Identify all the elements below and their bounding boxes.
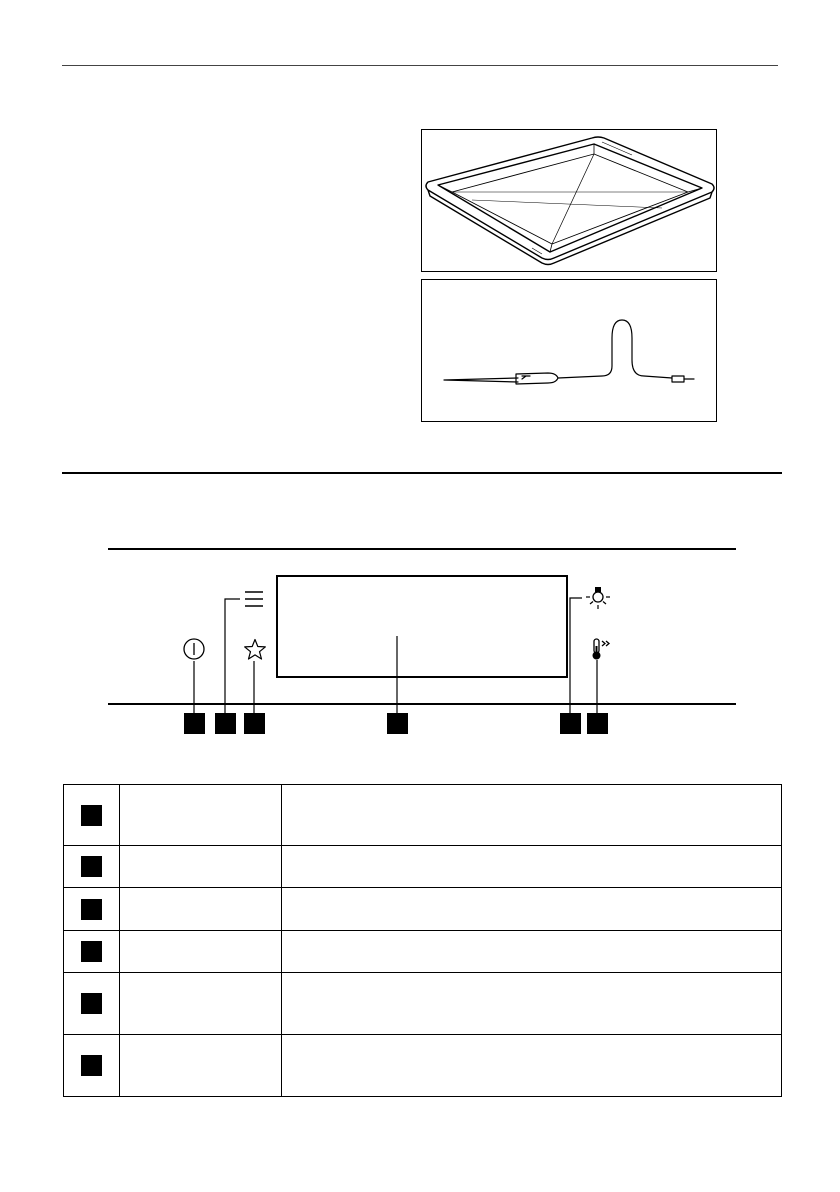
function-cell — [120, 888, 282, 931]
table-row — [64, 1035, 782, 1097]
marker-cell — [64, 973, 120, 1035]
callout-marker — [244, 713, 265, 734]
table-row — [64, 931, 782, 973]
callout-marker — [81, 941, 102, 962]
legend-table — [63, 784, 782, 1097]
function-cell — [120, 846, 282, 888]
table-row — [64, 846, 782, 888]
marker-cell — [64, 888, 120, 931]
marker-cell — [64, 785, 120, 846]
description-cell — [282, 888, 782, 931]
table-row — [64, 785, 782, 846]
callout-marker — [81, 1055, 102, 1076]
description-cell — [282, 931, 782, 973]
callout-marker — [184, 713, 205, 734]
callout-marker — [81, 856, 102, 877]
function-cell — [120, 1035, 282, 1097]
description-cell — [282, 846, 782, 888]
callout-marker — [215, 713, 236, 734]
callout-marker — [81, 993, 102, 1014]
description-cell — [282, 785, 782, 846]
marker-cell — [64, 846, 120, 888]
callout-marker — [560, 713, 581, 734]
function-cell — [120, 973, 282, 1035]
marker-cell — [64, 931, 120, 973]
description-cell — [282, 973, 782, 1035]
table-row — [64, 888, 782, 931]
table-row — [64, 973, 782, 1035]
callout-marker — [81, 899, 102, 920]
function-cell — [120, 785, 282, 846]
marker-cell — [64, 1035, 120, 1097]
function-cell — [120, 931, 282, 973]
description-cell — [282, 1035, 782, 1097]
callout-marker — [587, 713, 608, 734]
callout-marker — [387, 713, 408, 734]
callout-marker — [81, 805, 102, 826]
